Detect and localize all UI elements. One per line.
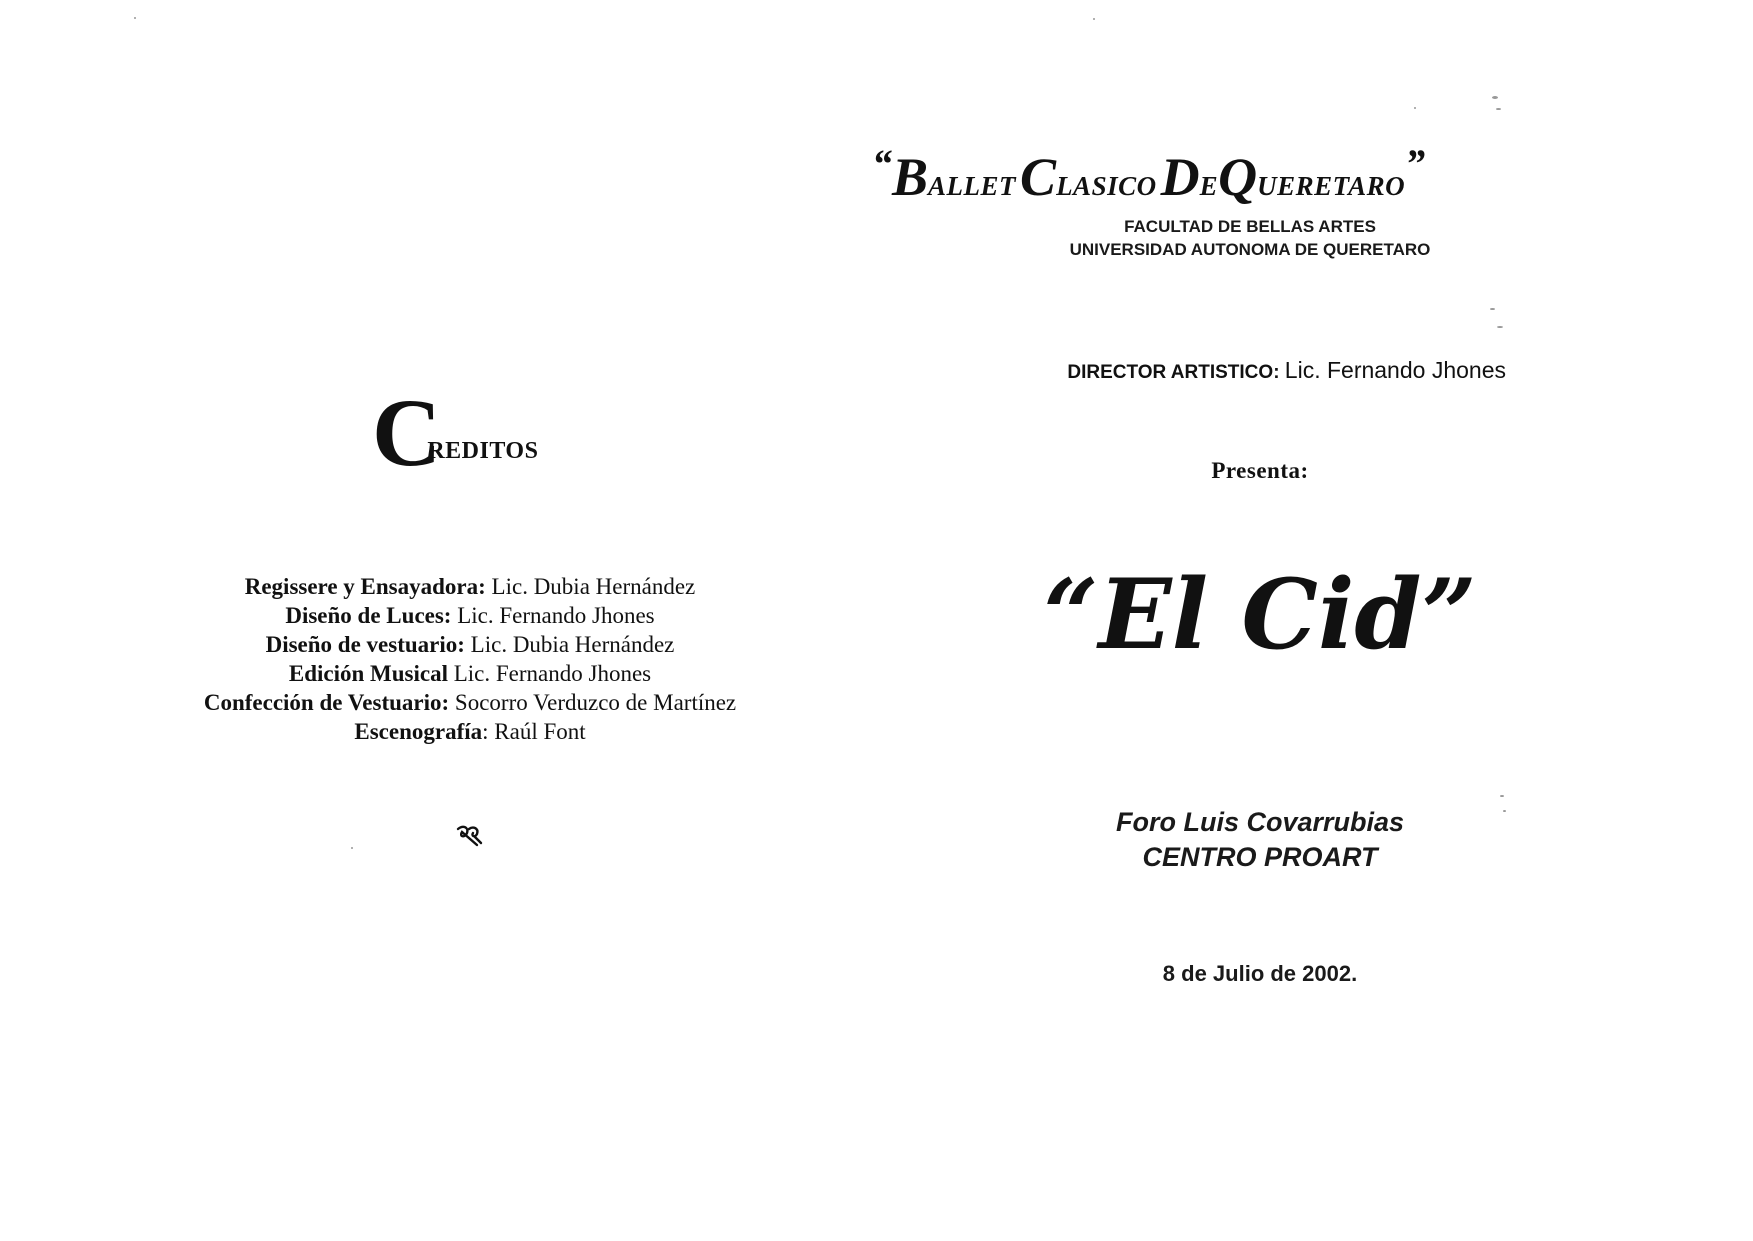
title-word-rest: UERETARO (1257, 171, 1406, 201)
venue-block (1020, 805, 1500, 875)
director-colon: : (1273, 362, 1285, 383)
scan-speck (1500, 795, 1504, 797)
scan-speck (1497, 326, 1503, 328)
title-word-rest: LASICO (1056, 171, 1157, 201)
open-quote: “ (872, 141, 892, 186)
title-initial: B (892, 147, 929, 207)
close-quote: ” (1405, 141, 1426, 186)
credit-name: Socorro Verduzco de Martínez (449, 690, 737, 715)
title-word-rest: ALLET (928, 171, 1017, 201)
credits-heading-initial: C (372, 379, 442, 486)
credit-role: Regissere y Ensayadora: (244, 574, 486, 599)
scan-speck (1490, 308, 1495, 310)
credit-name: Lic. Dubia Hernández (464, 632, 675, 657)
credit-role: Edición Musical (288, 661, 448, 686)
credits-heading-rest: REDITOS (427, 438, 539, 464)
faculty-block (950, 215, 1550, 261)
director-label: DIRECTOR ARTISTICO (1067, 362, 1274, 383)
program-cover-panel (860, 0, 1753, 1241)
title-word-rest: E (1199, 171, 1219, 201)
ballet-title (872, 140, 1572, 208)
credit-name: Lic. Dubia Hernández (485, 574, 696, 599)
credit-line-regissere (150, 572, 790, 601)
credits-heading (372, 379, 539, 486)
scan-speck (351, 847, 353, 849)
scan-speck (1492, 96, 1498, 99)
credit-name: : Raúl Font (482, 719, 586, 744)
show-title: “El Cid” (1043, 558, 1477, 671)
scan-speck (1503, 810, 1506, 812)
university-line: UNIVERSIDAD AUTONOMA DE QUERETARO (1069, 240, 1431, 259)
scan-speck (1093, 18, 1095, 20)
credit-role: Diseño de vestuario: (265, 632, 465, 657)
presenta-label: Presenta: (1211, 458, 1309, 483)
credit-role: Diseño de Luces: (285, 603, 452, 628)
credit-line-luces (150, 601, 790, 630)
title-initial: C (1020, 147, 1057, 207)
credit-line-vestuario (150, 630, 790, 659)
venue-center: CENTRO PROART (1142, 842, 1378, 872)
credit-line-musical (150, 659, 790, 688)
credit-role: Escenografía (354, 719, 483, 744)
event-date: 8 de Julio de 2002. (1162, 961, 1358, 986)
flourish-icon (455, 823, 485, 849)
director-line (860, 357, 1506, 384)
scan-speck (134, 17, 136, 19)
faculty-line: FACULTAD DE BELLAS ARTES (1124, 217, 1376, 236)
credit-role: Confección de Vestuario: (203, 690, 450, 715)
scan-speck (1414, 107, 1416, 109)
credit-name: Lic. Fernando Jhones (451, 603, 655, 628)
director-name: Lic. Fernando Jhones (1284, 357, 1506, 383)
credit-name: Lic. Fernando Jhones (447, 661, 652, 686)
credit-line-escenografia (150, 717, 790, 746)
title-initial: Q (1218, 147, 1258, 207)
credit-line-confeccion (150, 688, 790, 717)
credits-list (150, 572, 790, 746)
scan-speck (1496, 108, 1501, 110)
venue-name: Foro Luis Covarrubias (1115, 807, 1405, 837)
title-initial: D (1160, 147, 1200, 207)
